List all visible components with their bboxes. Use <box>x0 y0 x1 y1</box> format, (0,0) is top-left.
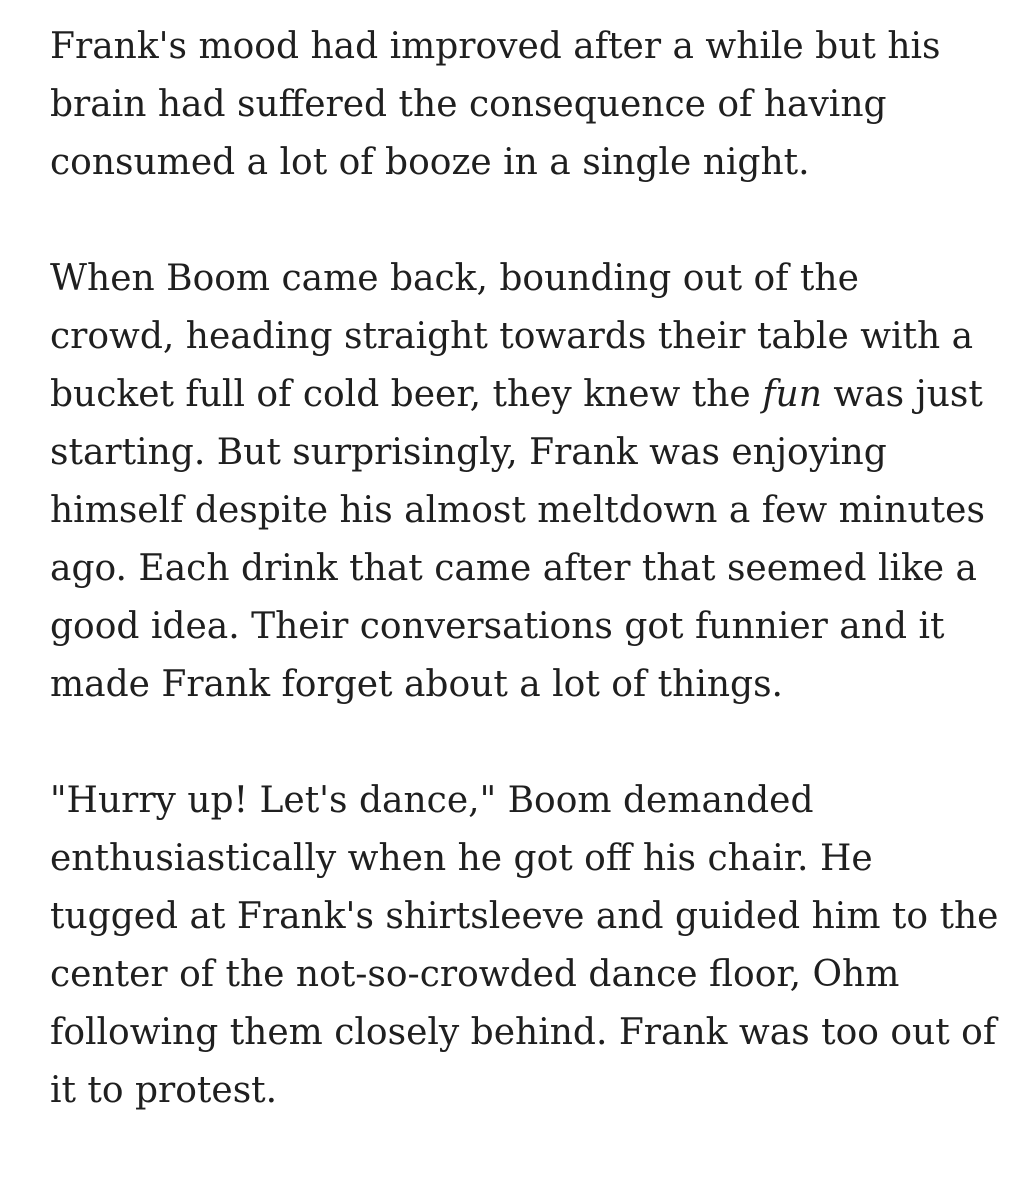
text-line: Frank's mood had improved after a while but his <box>50 26 941 67</box>
italic-emphasis: fun <box>762 374 822 415</box>
text-line: enthusiastically when he got off his chair. He <box>50 838 873 879</box>
text-line: made Frank forget about a lot of things. <box>50 664 783 705</box>
paragraph-2 <box>50 250 1000 714</box>
text-line <box>50 366 1000 424</box>
text-line: tugged at Frank's shirtsleeve and guided him to the <box>50 896 999 937</box>
text-line: it to protest. <box>50 1070 278 1111</box>
paragraph-spacer <box>50 714 1000 772</box>
text-line: following them closely behind. Frank was too out of <box>50 1012 997 1053</box>
text-line: ago. Each drink that came after that seemed like a <box>50 548 978 589</box>
paragraph-1 <box>50 18 1000 192</box>
text-segment: was just <box>821 374 983 415</box>
text-line: brain had suffered the consequence of having <box>50 84 887 125</box>
paragraph-spacer <box>50 192 1000 250</box>
text-line: starting. But surprisingly, Frank was enjoying <box>50 432 887 473</box>
text-line: When Boom came back, bounding out of the <box>50 258 859 299</box>
text-line: center of the not-so-crowded dance floor, Ohm <box>50 954 900 995</box>
text-line: consumed a lot of booze in a single night. <box>50 142 810 183</box>
text-segment: bucket full of cold beer, they knew the <box>50 374 763 415</box>
text-line: crowd, heading straight towards their table with a <box>50 316 974 357</box>
paragraph-3 <box>50 772 1000 1120</box>
text-line: himself despite his almost meltdown a few minutes <box>50 490 985 531</box>
text-line: good idea. Their conversations got funnier and it <box>50 606 945 647</box>
story-text <box>50 18 1000 1120</box>
text-line: "Hurry up! Let's dance," Boom demanded <box>50 780 814 821</box>
